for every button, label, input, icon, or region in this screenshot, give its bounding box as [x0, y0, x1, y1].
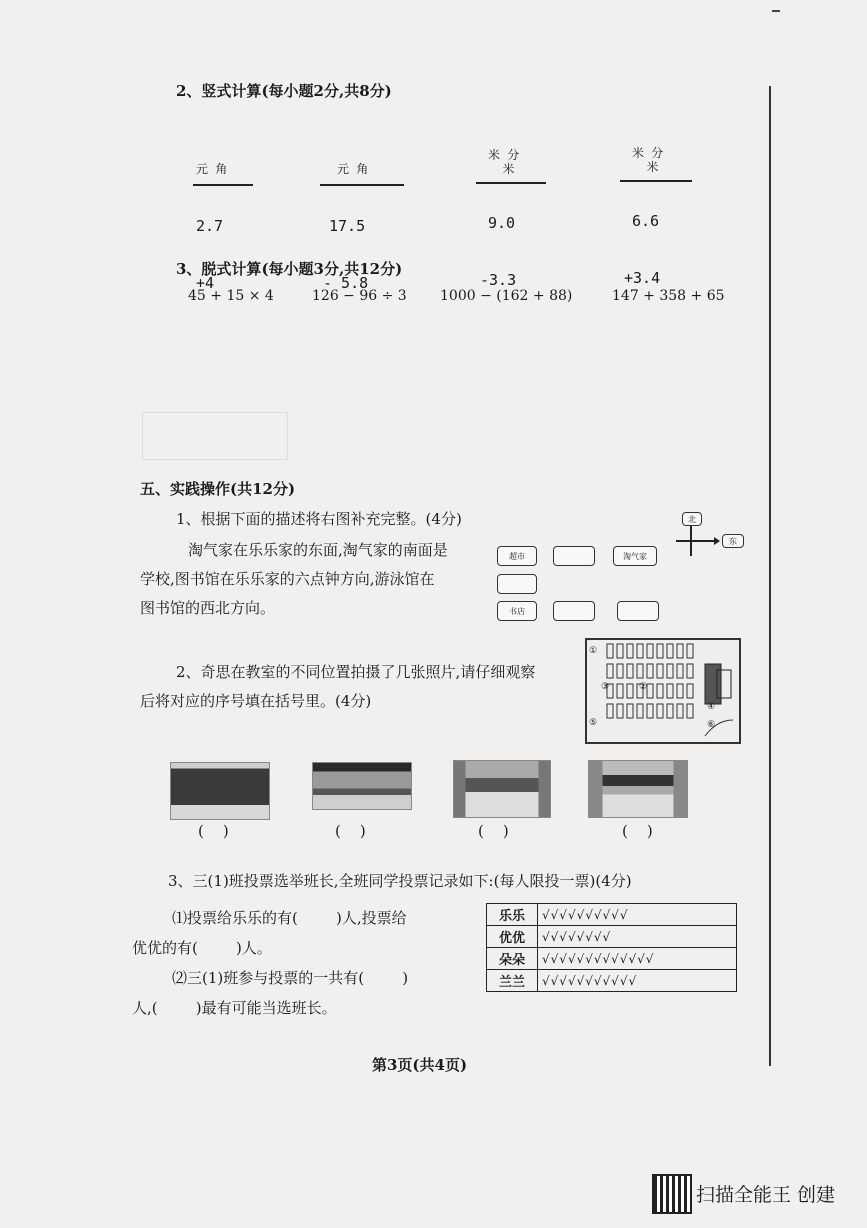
corner-mark	[772, 10, 780, 12]
section-3-title: 3、脱式计算(每小题3分,共12分)	[176, 260, 403, 278]
subquestion-line: 优优的有( )人。	[132, 939, 272, 957]
top-number: 17.5	[329, 217, 366, 235]
table-row	[487, 948, 737, 970]
answer-line	[620, 180, 692, 182]
classroom-photo-1	[170, 762, 270, 820]
classroom-photo-2	[312, 762, 412, 810]
vote-table	[486, 903, 737, 992]
answer-line	[320, 184, 404, 186]
units-label: 米 分 米	[488, 148, 520, 176]
question-3-subquestions	[132, 903, 482, 1023]
vote-ticks: √√√√√√√√√√	[538, 904, 737, 926]
question-1-description	[140, 536, 485, 623]
question-line: 2、奇思在教室的不同位置拍摄了几张照片,请仔细观察	[176, 663, 536, 681]
vote-ticks: √√√√√√√√√√√	[538, 970, 737, 992]
expression-4: 147 + 358 + 65	[612, 288, 725, 304]
map-box-empty[interactable]	[553, 546, 595, 566]
top-number: 2.7	[196, 217, 224, 235]
bottom-number: - 5.8	[323, 274, 369, 292]
position-label: ①	[589, 646, 598, 656]
position-label: ③	[601, 682, 610, 692]
page-footer: 第3页(共4页)	[372, 1056, 468, 1074]
top-number: 6.6	[632, 212, 660, 230]
vertical-problem-2	[323, 122, 368, 312]
margin-line	[769, 86, 771, 1066]
bottom-number: -3.3	[480, 271, 517, 289]
question-3-title: 3、三(1)班投票选举班长,全班同学投票记录如下:(每人限投一票)(4分)	[168, 872, 632, 890]
vote-ticks: √√√√√√√√√√√√√	[538, 948, 737, 970]
map-box-bookstore: 书店	[497, 601, 537, 621]
subquestion-line: 人,( )最有可能当选班长。	[132, 999, 337, 1017]
question-line: 后将对应的序号填在括号里。(4分)	[140, 692, 372, 710]
description-line: 图书馆的西北方向。	[140, 599, 276, 617]
description-line: 淘气家在乐乐家的东面,淘气家的南面是	[188, 541, 448, 559]
scanner-watermark: 扫描全能王 创建	[696, 1184, 836, 1206]
map-box-taoqi-home: 淘气家	[613, 546, 657, 566]
expression-1: 45 + 15 × 4	[188, 288, 274, 304]
description-line: 学校,图书馆在乐乐家的六点钟方向,游泳馆在	[140, 570, 435, 588]
candidate-name: 优优	[487, 926, 538, 948]
table-row	[487, 926, 737, 948]
compass-arrow-icon	[714, 537, 720, 545]
subquestion-line: ⑴投票给乐乐的有( )人,投票给	[172, 909, 407, 927]
candidate-name: 乐乐	[487, 904, 538, 926]
vertical-problem-3	[480, 110, 519, 309]
question-2-text	[140, 658, 560, 716]
position-label: ⑤	[589, 718, 598, 728]
answer-parentheses[interactable]: ( )	[622, 822, 653, 840]
vertical-problem-4	[624, 108, 663, 307]
compass	[676, 512, 746, 558]
bottom-number: +4	[196, 274, 215, 292]
classroom-diagram	[585, 638, 741, 744]
map-box-empty[interactable]	[617, 601, 659, 621]
position-label: ⑥	[707, 720, 716, 730]
qr-code-icon	[652, 1174, 692, 1214]
candidate-name: 兰兰	[487, 970, 538, 992]
compass-east-label: 东	[722, 534, 744, 548]
map-box-empty[interactable]	[553, 601, 595, 621]
compass-north-label: 北	[682, 512, 702, 526]
question-1-title: 1、根据下面的描述将右图补充完整。(4分)	[176, 510, 462, 528]
part-5-title: 五、实践操作(共12分)	[140, 480, 296, 498]
units-label: 元 角	[196, 162, 228, 176]
answer-line	[476, 182, 546, 184]
candidate-name: 朵朵	[487, 948, 538, 970]
section-2-title: 2、竖式计算(每小题2分,共8分)	[176, 82, 392, 100]
vote-ticks: √√√√√√√√	[538, 926, 737, 948]
expression-2: 126 − 96 ÷ 3	[312, 288, 407, 304]
units-label: 元 角	[337, 162, 369, 176]
map-box-supermarket: 超市	[497, 546, 537, 566]
classroom-photo-3	[453, 760, 551, 818]
bleed-through-box	[142, 412, 288, 460]
answer-parentheses[interactable]: ( )	[198, 822, 229, 840]
bottom-number: +3.4	[624, 269, 661, 287]
answer-parentheses[interactable]: ( )	[478, 822, 509, 840]
subquestion-line: ⑵三(1)班参与投票的一共有( )	[172, 969, 409, 987]
top-number: 9.0	[488, 214, 516, 232]
compass-horizontal-line	[676, 540, 716, 542]
answer-parentheses[interactable]: ( )	[335, 822, 366, 840]
position-label: ②	[639, 682, 648, 692]
answer-line	[193, 184, 253, 186]
classroom-photo-4	[588, 760, 688, 818]
units-label: 米 分 米	[632, 146, 664, 174]
vertical-problem-1	[196, 122, 227, 312]
expression-3: 1000 − (162 + 88)	[440, 288, 573, 304]
map-box-empty[interactable]	[497, 574, 537, 594]
table-row	[487, 904, 737, 926]
table-row	[487, 970, 737, 992]
position-label: ④	[707, 702, 716, 712]
